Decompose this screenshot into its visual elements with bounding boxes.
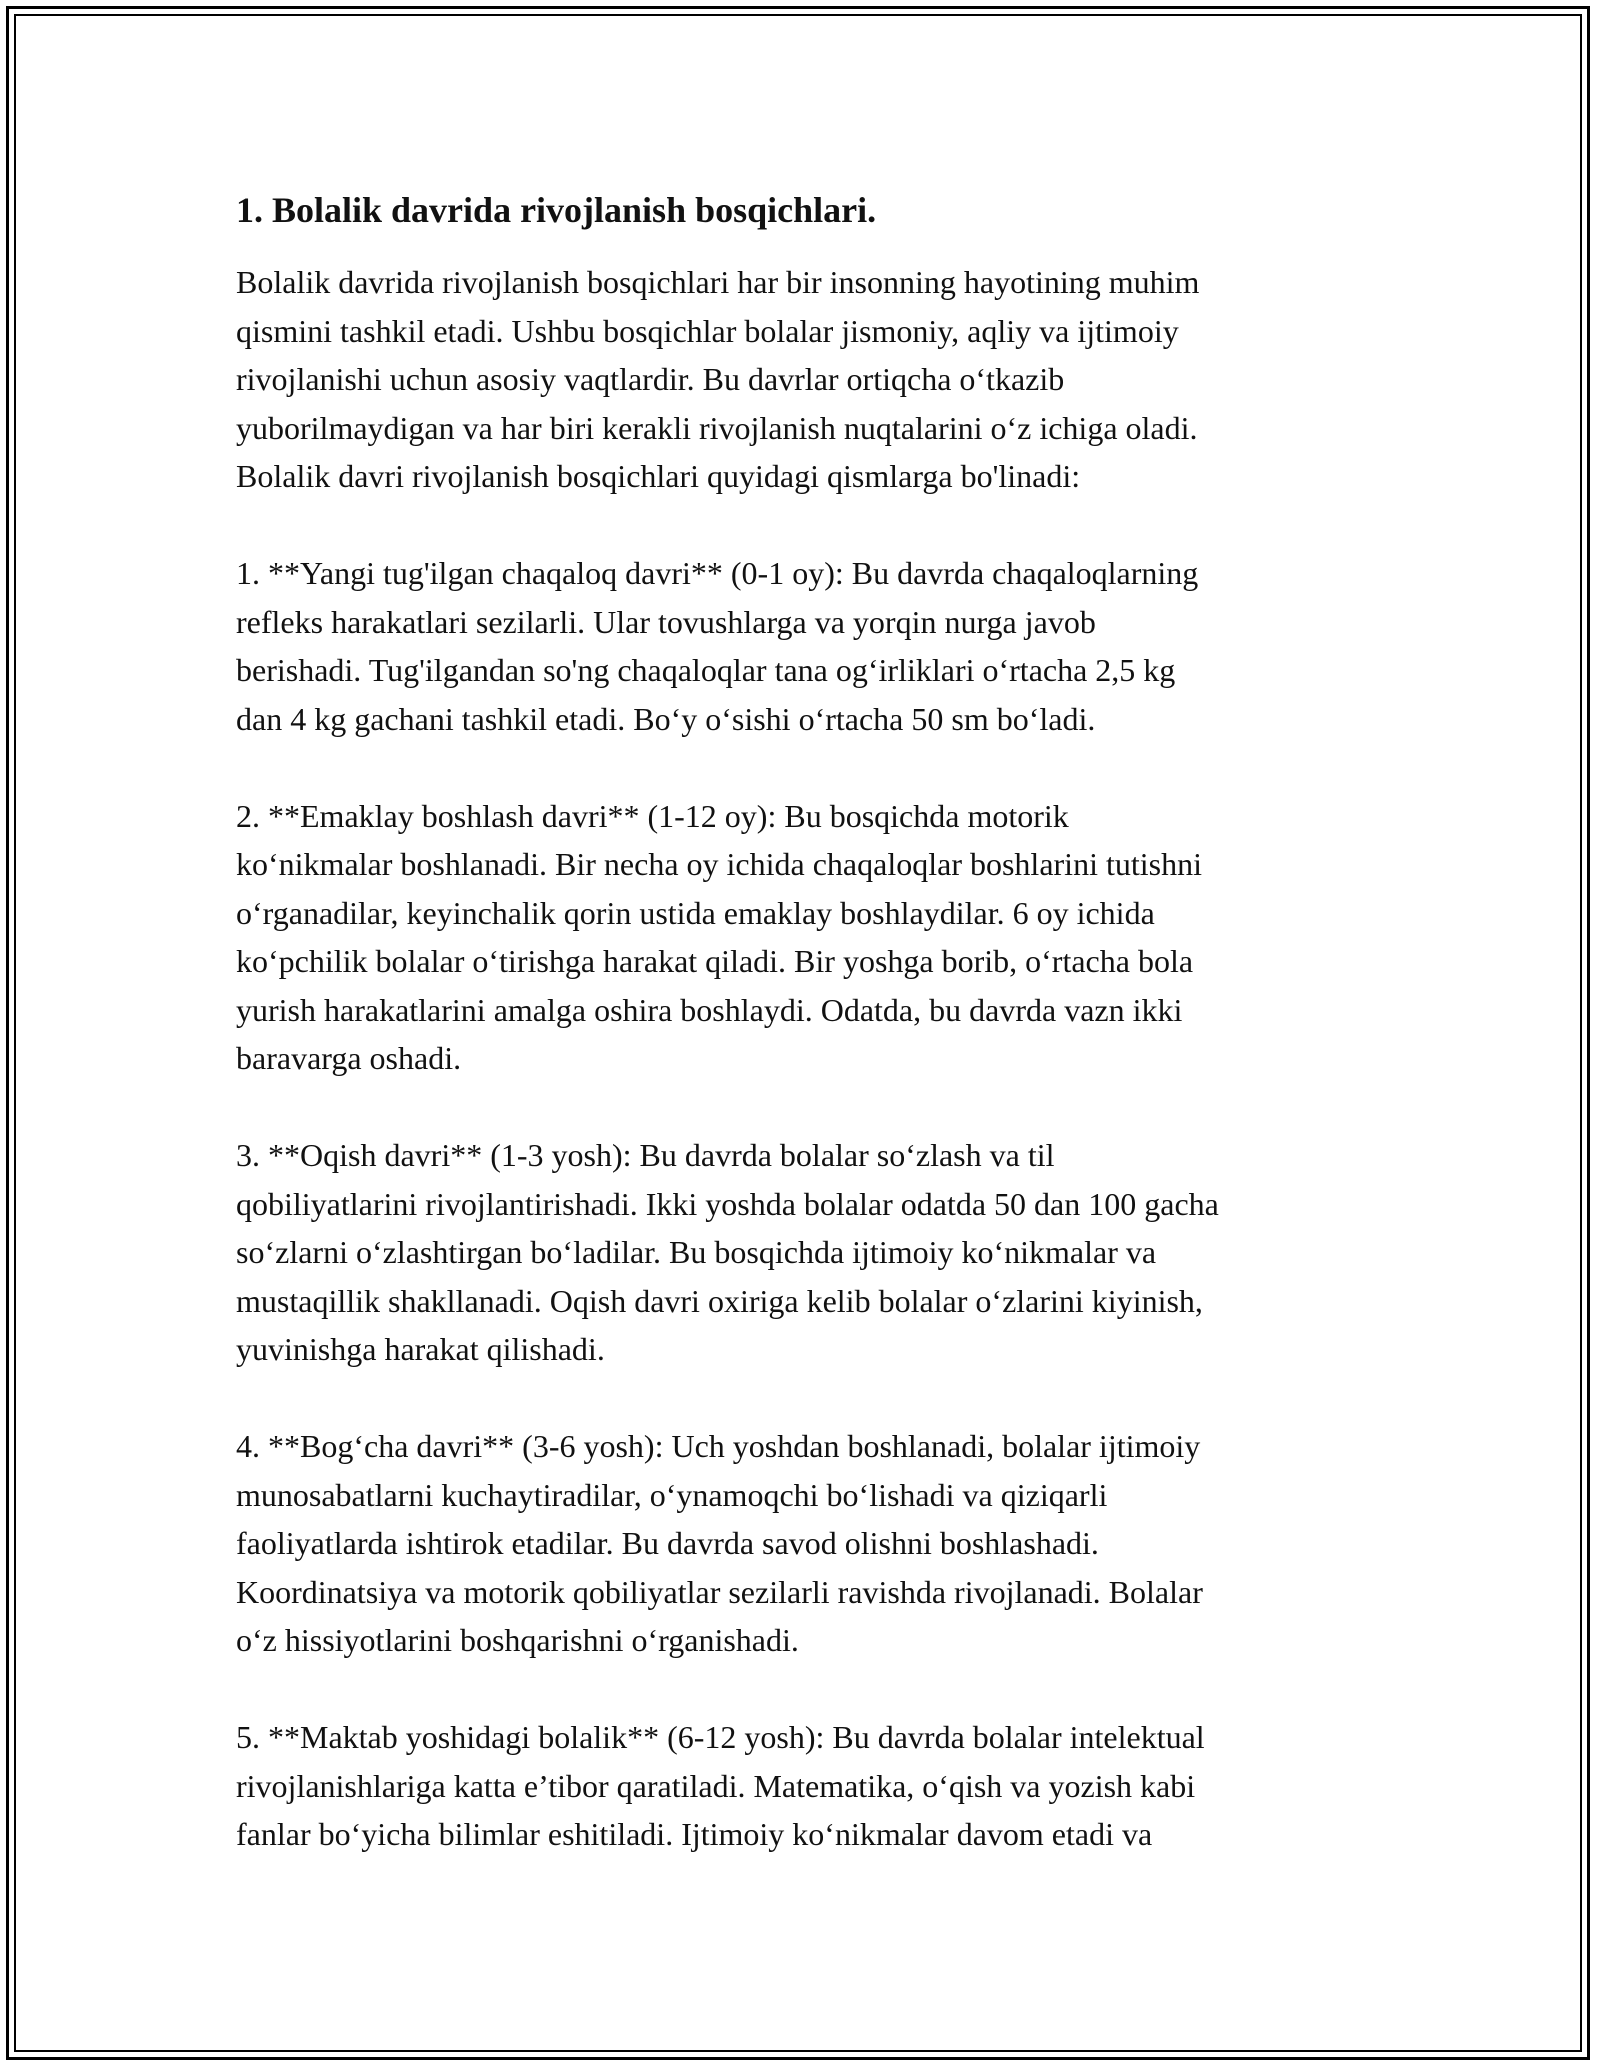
text-line: yuborilmaydigan va har biri kerakli rivojlanish nuqtalarini o‘z ichiga oladi. xyxy=(236,409,1198,446)
text-line: ko‘pchilik bolalar o‘tirishga harakat qiladi. Bir yoshga borib, o‘rtacha bola xyxy=(236,943,1194,979)
text-line: yuvinishga harakat qilishadi. xyxy=(236,1331,605,1367)
paragraph-stage-5 xyxy=(236,1713,1376,1859)
text-line: qismini tashkil etadi. Ushbu bosqichlar bolalar jismoniy, aqliy va ijtimoiy xyxy=(236,312,1179,349)
text-line: baravarga oshadi. xyxy=(236,1040,462,1076)
text-line: fanlar bo‘yicha bilimlar eshitiladi. Ijtimoiy ko‘nikmalar davom etadi va xyxy=(236,1816,1153,1852)
text-line: Bolalik davri rivojlanish bosqichlari quyidagi qismlarga bo'linadi: xyxy=(236,458,1081,494)
text-line: 2. **Emaklay boshlash davri** (1-12 oy): Bu bosqichda motorik xyxy=(236,797,1069,834)
text-line: 1. **Yangi tug'ilgan chaqaloq davri** (0-1 oy): Bu davrda chaqaloqlarning xyxy=(236,555,1199,591)
text-line: faoliyatlarda ishtirok etadilar. Bu davrda savod olishni boshlashadi. xyxy=(236,1525,1099,1561)
section-heading: 1. Bolalik davrida rivojlanish bosqichlari. xyxy=(236,190,877,230)
text-line: ko‘nikmalar boshlanadi. Bir necha oy ichida chaqaloqlar boshlarini tutishni xyxy=(236,846,1202,882)
text-line: Bolalik davrida rivojlanish bosqichlari har bir insonning hayotining muhim xyxy=(236,264,1200,300)
text-line: rivojlanishi uchun asosiy vaqtlardir. Bu davrlar ortiqcha o‘tkazib xyxy=(236,361,1065,397)
paragraph-stage-4 xyxy=(236,1422,1376,1665)
text-line: berishadi. Tug'ilgandan so'ng chaqaloqlar tana og‘irliklari o‘rtacha 2,5 kg xyxy=(236,652,1176,688)
document-body xyxy=(236,186,1376,1907)
text-line: o‘z hissiyotlarini boshqarishni o‘rganishadi. xyxy=(236,1622,799,1658)
text-line: qobiliyatlarini rivojlantirishadi. Ikki yoshda bolalar odatda 50 dan 100 gacha xyxy=(236,1185,1219,1222)
text-line: so‘zlarni o‘zlashtirgan bo‘ladilar. Bu bosqichda ijtimoiy ko‘nikmalar va xyxy=(236,1234,1157,1270)
paragraph-stage-2 xyxy=(236,792,1376,1083)
text-line: yurish harakatlarini amalga oshira boshlaydi. Odatda, bu davrda vazn ikki xyxy=(236,991,1183,1028)
text-line: mustaqillik shakllanadi. Oqish davri oxiriga kelib bolalar o‘zlarini kiyinish, xyxy=(236,1282,1203,1319)
text-line: o‘rganadilar, keyinchalik qorin ustida emaklay boshlaydilar. 6 oy ichida xyxy=(236,894,1155,931)
text-line: dan 4 kg gachani tashkil etadi. Bo‘y o‘sishi o‘rtacha 50 sm bo‘ladi. xyxy=(236,700,1096,737)
text-line: 4. **Bog‘cha davri** (3-6 yosh): Uch yoshdan boshlanadi, bolalar ijtimoiy xyxy=(236,1428,1201,1464)
text-line: rivojlanishlariga katta e’tibor qaratiladi. Matematika, o‘qish va yozish kabi xyxy=(236,1767,1196,1804)
text-line: munosabatlarni kuchaytiradilar, o‘ynamoqchi bo‘lishadi va qiziqarli xyxy=(236,1476,1108,1513)
text-line: refleks harakatlari sezilarli. Ular tovushlarga va yorqin nurga javob xyxy=(236,603,1096,640)
paragraph-stage-3 xyxy=(236,1131,1376,1374)
paragraph-stage-1 xyxy=(236,549,1376,743)
text-line: Koordinatsiya va motorik qobiliyatlar sezilarli ravishda rivojlanadi. Bolalar xyxy=(236,1573,1203,1610)
paragraph-intro xyxy=(236,258,1376,501)
text-line: 5. **Maktab yoshidagi bolalik** (6-12 yosh): Bu davrda bolalar intelektual xyxy=(236,1719,1205,1755)
text-line: 3. **Oqish davri** (1-3 yosh): Bu davrda bolalar so‘zlash va til xyxy=(236,1137,1055,1173)
